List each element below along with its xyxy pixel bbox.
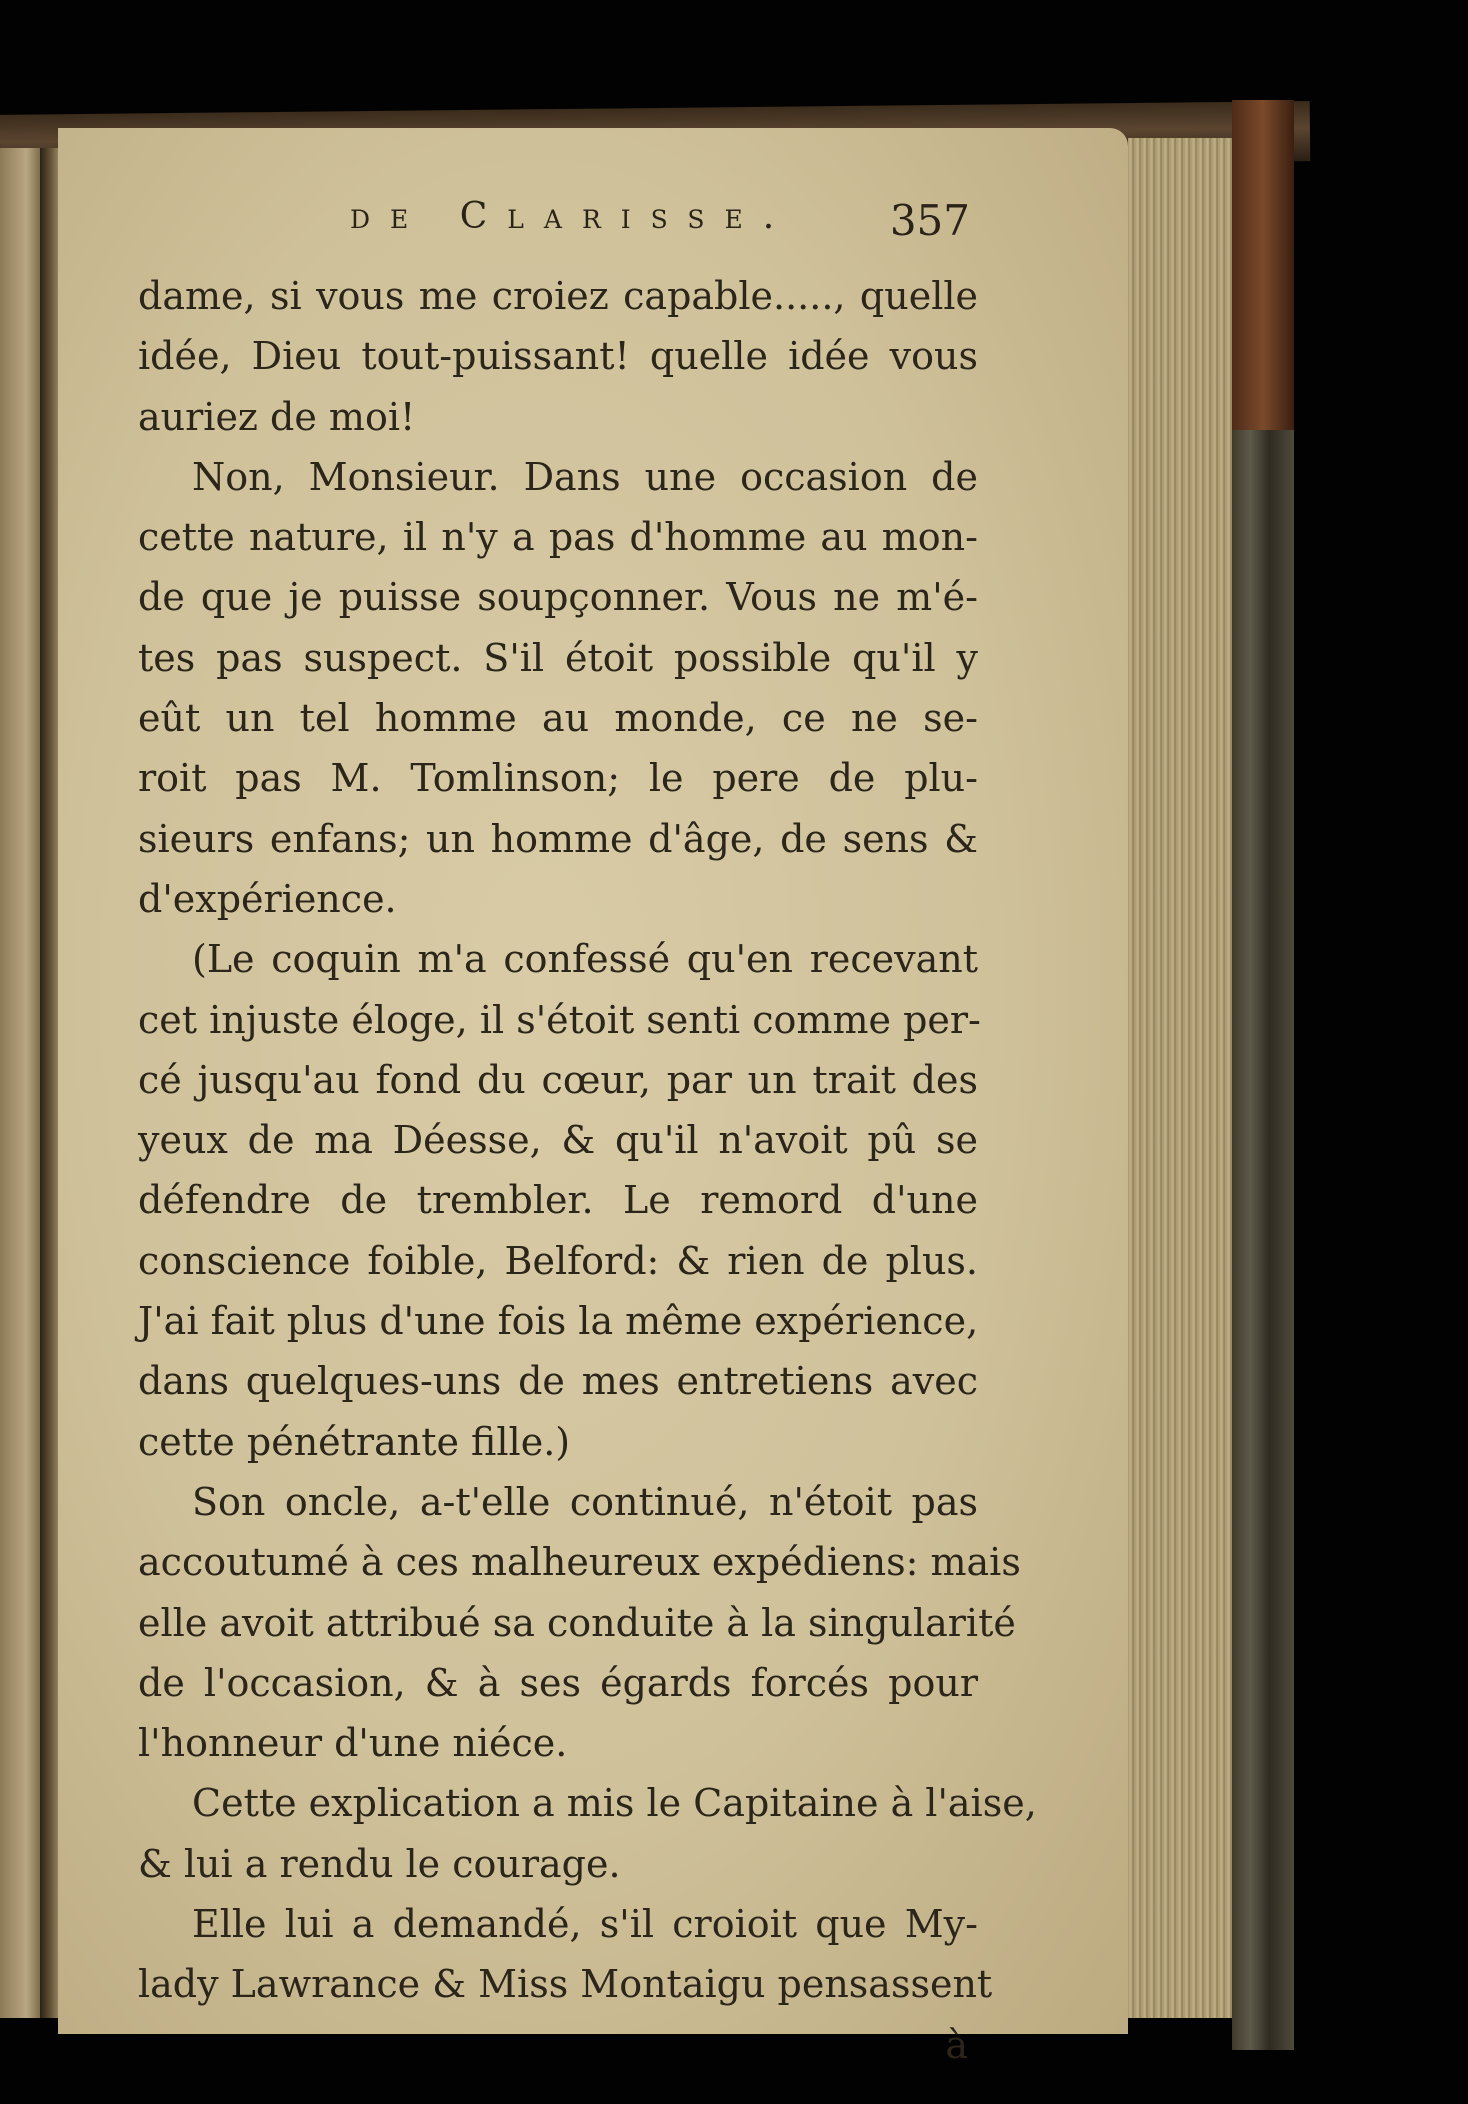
page-header <box>350 196 970 256</box>
text-line: tes pas suspect. S'il étoit possible qu'il y <box>138 635 978 680</box>
running-head: de Clarisse. <box>350 196 795 237</box>
text-line: sieurs enfans; un homme d'âge, de sens & <box>138 816 978 861</box>
catchword: à <box>945 2022 968 2067</box>
text-line: roit pas M. Tomlinson; le pere de plu- <box>138 756 978 801</box>
text-line: Son oncle, a-t'elle continué, n'étoit pas <box>192 1479 978 1524</box>
text-line: accoutumé à ces malheureux expédiens: mais <box>138 1540 1021 1585</box>
text-line: d'expérience. <box>138 876 397 921</box>
book-cover-leather <box>1232 100 1294 430</box>
text-line: de que je puisse soupçonner. Vous ne m'é- <box>138 575 978 620</box>
text-line: l'honneur d'une niéce. <box>138 1721 568 1766</box>
text-line: eût un tel homme au monde, ce ne se- <box>138 696 978 741</box>
page-number: 357 <box>889 196 970 245</box>
text-line: J'ai fait plus d'une fois la même expérience, <box>138 1299 979 1344</box>
text-line: de l'occasion, & à ses égards forcés pour <box>138 1660 978 1705</box>
text-line: cet injuste éloge, il s'étoit senti comme per- <box>138 997 981 1042</box>
text-line: dame, si vous me croiez capable....., quelle <box>138 274 978 318</box>
text-line: lady Lawrance & Miss Montaigu pensassent <box>138 1962 993 2007</box>
text-line: Non, Monsieur. Dans une occasion de <box>192 454 978 499</box>
text-line: (Le coquin m'a confessé qu'en recevant <box>192 937 978 982</box>
text-line: défendre de trembler. Le remord d'une <box>138 1178 978 1223</box>
text-line: Elle lui a demandé, s'il croioit que My- <box>192 1902 978 1947</box>
page-block-edges <box>1128 138 1236 2018</box>
previous-page-edge <box>0 148 44 2018</box>
text-line: Cette explication a mis le Capitaine à l'aise, <box>192 1781 1037 1826</box>
text-line: cette nature, il n'y a pas d'homme au mon- <box>138 515 978 560</box>
text-line: dans quelques-uns de mes entretiens avec <box>138 1359 978 1404</box>
page-body-text <box>138 266 1037 2075</box>
text-line: yeux de ma Déesse, & qu'il n'avoit pû se <box>138 1118 978 1163</box>
text-line: cette pénétrante fille.) <box>138 1419 571 1464</box>
text-line: conscience foible, Belford: & rien de plus. <box>138 1238 978 1283</box>
text-line: elle avoit attribué sa conduite à la singularité <box>138 1600 1016 1645</box>
text-line: & lui a rendu le courage. <box>138 1841 621 1886</box>
text-line: auriez de moi! <box>138 394 416 439</box>
text-line: cé jusqu'au fond du cœur, par un trait des <box>138 1057 978 1102</box>
text-line: idée, Dieu tout-puissant! quelle idée vous <box>138 334 978 379</box>
